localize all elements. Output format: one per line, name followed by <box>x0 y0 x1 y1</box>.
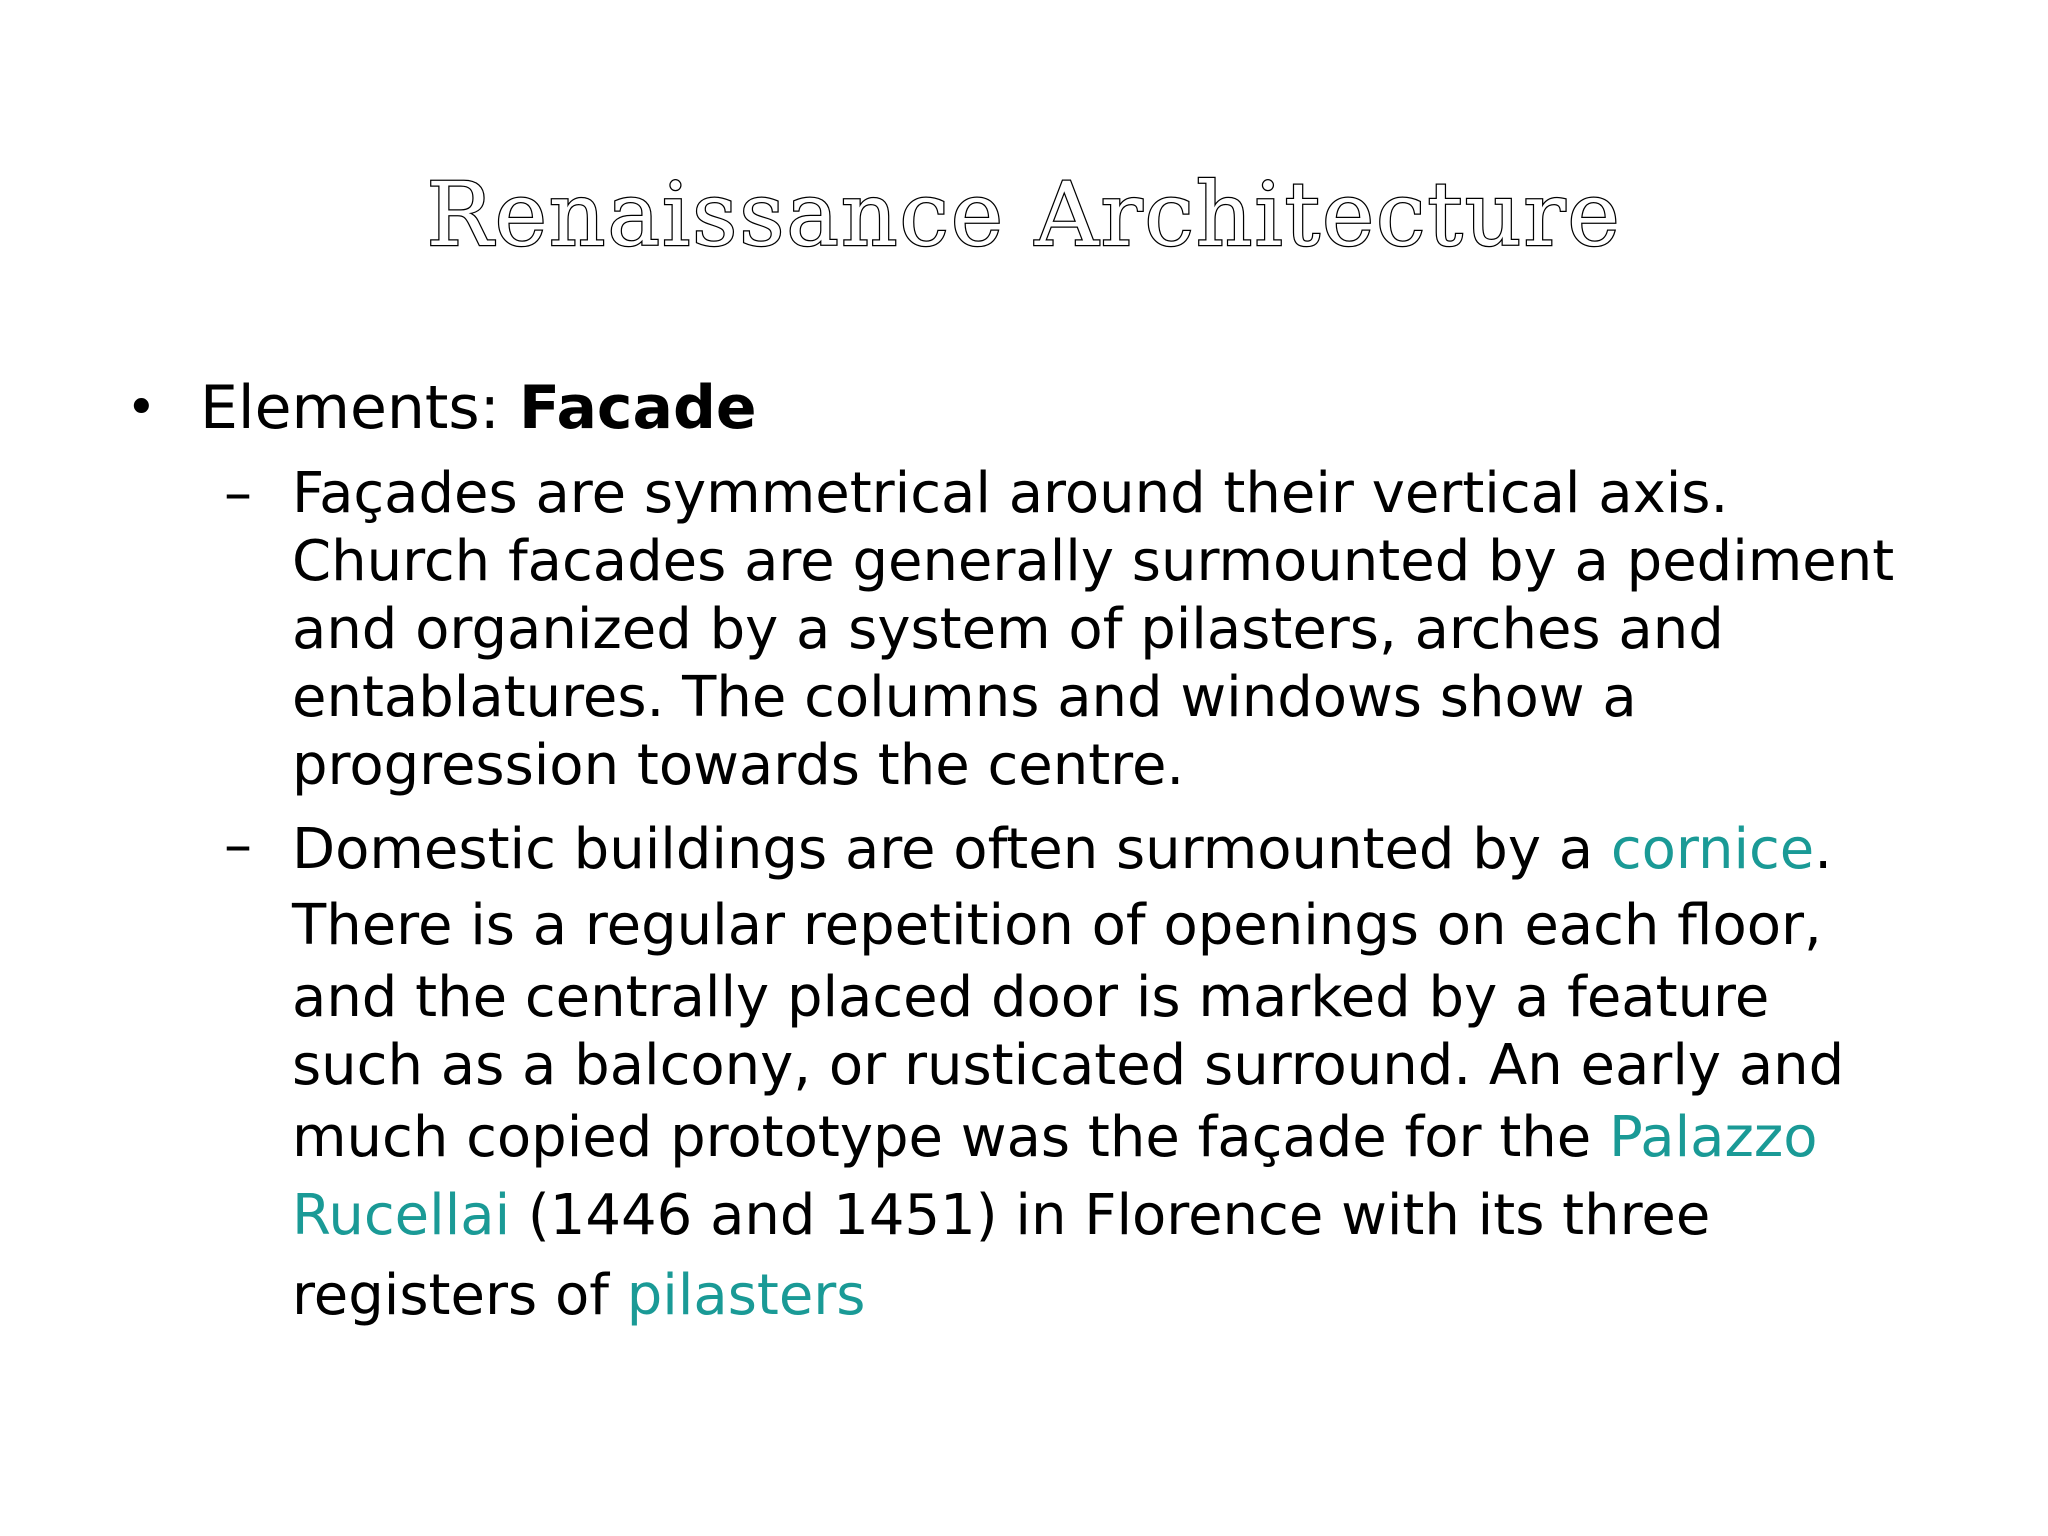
subpoint-line: There is a regular repetition of openings on each floor, <box>292 893 1822 958</box>
subpoint-line: and the centrally placed door is marked by a feature <box>292 965 1770 1030</box>
subpoint-line <box>292 1256 1992 1336</box>
slide-title: Renaissance Architecture <box>426 163 1622 266</box>
subpoint-domestic <box>292 812 1992 1336</box>
subpoint-line <box>292 1176 1992 1256</box>
subpoint-facades <box>292 460 1992 800</box>
bullet-elements <box>200 372 757 444</box>
dash-icon: – <box>224 813 252 878</box>
subpoint-line <box>292 812 1992 888</box>
subpoint-line: and organized by a system of pilasters, arches and <box>292 597 1724 662</box>
bullet-emphasis: Facade <box>518 373 757 443</box>
dash-icon: – <box>224 461 252 526</box>
text-run: much copied prototype was the façade for the <box>292 1105 1610 1170</box>
text-run: registers of <box>292 1263 627 1328</box>
subpoint-line: Church facades are generally surmounted by a pediment <box>292 529 1895 594</box>
subpoint-line <box>292 1100 1992 1176</box>
subpoint-line: Façades are symmetrical around their vertical axis. <box>292 461 1729 526</box>
bullet-label: Elements: <box>200 373 519 443</box>
bullet-dot-icon: • <box>126 378 157 438</box>
link-cornice[interactable]: cornice <box>1610 817 1815 882</box>
link-pilasters[interactable]: pilasters <box>626 1263 866 1328</box>
subpoint-line: such as a balcony, or rusticated surround. An early and <box>292 1033 1845 1098</box>
text-run: Domestic buildings are often surmounted by a <box>292 817 1611 882</box>
link-palazzo[interactable]: Palazzo <box>1609 1105 1818 1170</box>
subpoint-line: progression towards the centre. <box>292 733 1185 798</box>
subpoint-line: entablatures. The columns and windows show a <box>292 665 1637 730</box>
text-run: . <box>1814 817 1833 882</box>
link-rucellai[interactable]: Rucellai <box>292 1183 511 1248</box>
text-run: (1446 and 1451) in Florence with its three <box>510 1183 1711 1248</box>
